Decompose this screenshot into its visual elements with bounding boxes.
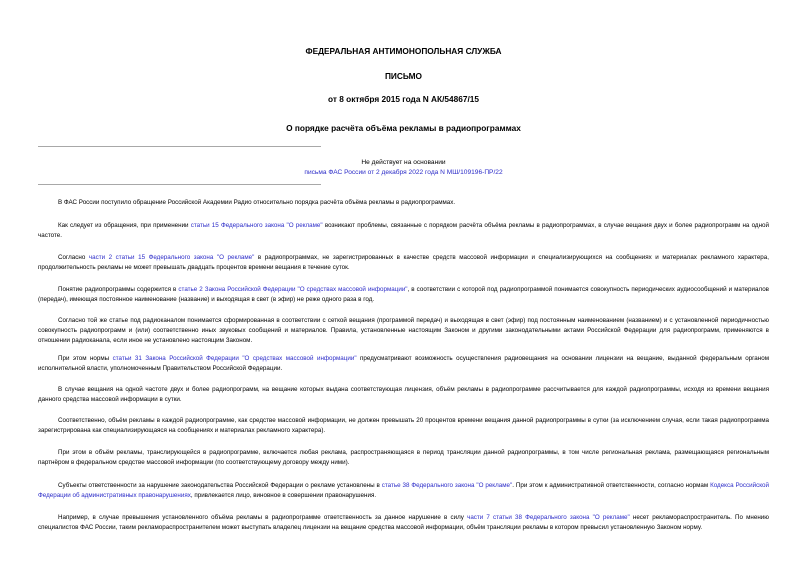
paragraph-text: Понятие радиопрограммы содержится в: [58, 286, 179, 293]
link-part-2-article-15[interactable]: части 2 статьи 15 Федерального закона "О рекламе": [88, 254, 255, 261]
paragraph-10: [38, 481, 769, 501]
document-date-number: от 8 октября 2015 года N АК/54867/15: [327, 94, 480, 104]
paragraph-text: При этом нормы: [58, 355, 113, 362]
divider-top: [38, 146, 321, 147]
paragraph-text: . При этом к административной ответственности, согласно нормам: [512, 482, 711, 489]
paragraph-2: [38, 221, 769, 241]
document-type: ПИСЬМО: [384, 71, 423, 81]
paragraph-text: Согласно: [58, 254, 89, 261]
paragraph-5: [38, 316, 769, 346]
paragraph-text: несет рекламораспространитель. По мнению специалистов ФАС России, таким рекламораспространителем может выступать владелец лицензии на вещание средства массовой информации, объём трансляции рекламы в котором превысил установленную Законом норму.: [38, 514, 769, 531]
paragraph-6: [38, 354, 769, 374]
paragraph-text: предусматривают возможность осуществления радиовещания на основании лицензии на вещание, выданной федеральным органом исполнительной власти, уполномоченным Правительством Российской Федерации.: [38, 355, 769, 372]
paragraph-8: [38, 416, 769, 436]
link-administrative-code[interactable]: Кодекса Российской Федерации об административных правонарушениях: [38, 482, 769, 499]
link-part-7-article-38[interactable]: части 7 статьи 38 Федерального закона "О рекламе": [467, 514, 630, 521]
paragraph-text: Согласно той же статье под радиоканалом понимается сформированная в соответствии с сеткой вещания (программой передач) и выходящая в свет (эфир) под постоянным наименованием (названием) и с установленной периодичностью совокупность радиопрограмм и (или) соответственно иных звуковых сообщений и материалов. Правила, установленные настоящим Законом и другими законодательными актами Российской Федерации для радиопрограмм, применяются в отношении радиоканала, если иное не установлено настоящим Законом.: [38, 317, 769, 344]
paragraph-text: Например, в случае превышения установленного объёма рекламы в радиопрограмме ответственность за данное нарушение в силу: [58, 514, 468, 521]
status-note-link[interactable]: письма ФАС России от 2 декабря 2022 года N МШ/109196-ПР/22: [304, 169, 503, 176]
status-note-link-row: [0, 168, 807, 178]
link-article-15-advertising-law[interactable]: статьи 15 Федерального закона "О рекламе": [190, 222, 323, 229]
paragraph-7: [38, 385, 769, 405]
paragraph-text: Субъекты ответственности за нарушение законодательства Российской Федерации о рекламе установлены в: [58, 482, 382, 489]
paragraph-11: [38, 513, 769, 533]
link-article-2-mass-media-law[interactable]: статье 2 Закона Российской Федерации "О средствах массовой информации": [178, 286, 408, 293]
paragraph-text: Как следует из обращения, при применении: [58, 222, 191, 229]
link-article-38-advertising-law[interactable]: статье 38 Федерального закона "О рекламе": [381, 482, 513, 489]
paragraph-text: В ФАС России поступило обращение Российской Академии Радио относительно порядка расчёта объёма рекламы в радиопрограммах.: [58, 199, 456, 206]
agency-name: ФЕДЕРАЛЬНАЯ АНТИМОНОПОЛЬНАЯ СЛУЖБА: [305, 46, 502, 56]
link-article-31-mass-media-law[interactable]: статьи 31 Закона Российской Федерации "О средствах массовой информации": [112, 355, 357, 362]
divider-bottom: [38, 184, 321, 185]
paragraph-9: [38, 448, 769, 468]
paragraph-3: [38, 253, 769, 273]
paragraph-text: , привлекается лицо, виновное в совершении правонарушения.: [190, 492, 377, 499]
document-subject: О порядке расчёта объёма рекламы в радиопрограммах: [286, 123, 521, 133]
paragraph-text: В случае вещания на одной частоте двух и более радиопрограмм, на вещание которых выдана соответствующая лицензия, объём рекламы в радиопрограмме рассчитывается для каждой радиопрограммы, исходя из времени вещания данного средства массовой информации в сутки.: [38, 386, 769, 403]
paragraph-text: , в соответствии с которой под радиопрограммой понимается совокупность периодических аудиосообщений и материалов (передач), имеющая постоянное наименование (название) и выходящая в свет (в эфир) не реже одного раза в год.: [38, 286, 769, 303]
paragraph-text: Соответственно, объём рекламы в каждой радиопрограмме, как средстве массовой информации, не должен превышать 20 процентов времени вещания данной радиопрограммы в сутки (за исключением случая, если такая радиопрограмма зарегистрирована как специализирующаяся на сообщениях и материалах рекламного характера).: [38, 417, 769, 434]
paragraph-text: возникают проблемы, связанные с порядком расчёта объёма рекламы в радиопрограммах, в случае вещания двух и более радиопрограмм на одной частоте.: [38, 222, 769, 239]
status-note-text: Не действует на основании: [361, 159, 446, 166]
paragraph-4: [38, 285, 769, 305]
paragraph-1: [38, 198, 769, 208]
paragraph-text: При этом в объём рекламы, транслирующейся в радиопрограмме, включается любая реклама, распространяющаяся в период трансляции данной радиопрограммы, в том числе региональная реклама, размещающаяся региональным партнёром в федеральном средстве массовой информации (по соответствующему договору между ними).: [38, 449, 769, 466]
paragraph-text: в радиопрограммах, не зарегистрированных в качестве средств массовой информации и специализирующихся на сообщениях и материалах рекламного характера, продолжительность рекламы не может превышать двадцать процентов времени вещания в течение суток.: [38, 254, 769, 271]
